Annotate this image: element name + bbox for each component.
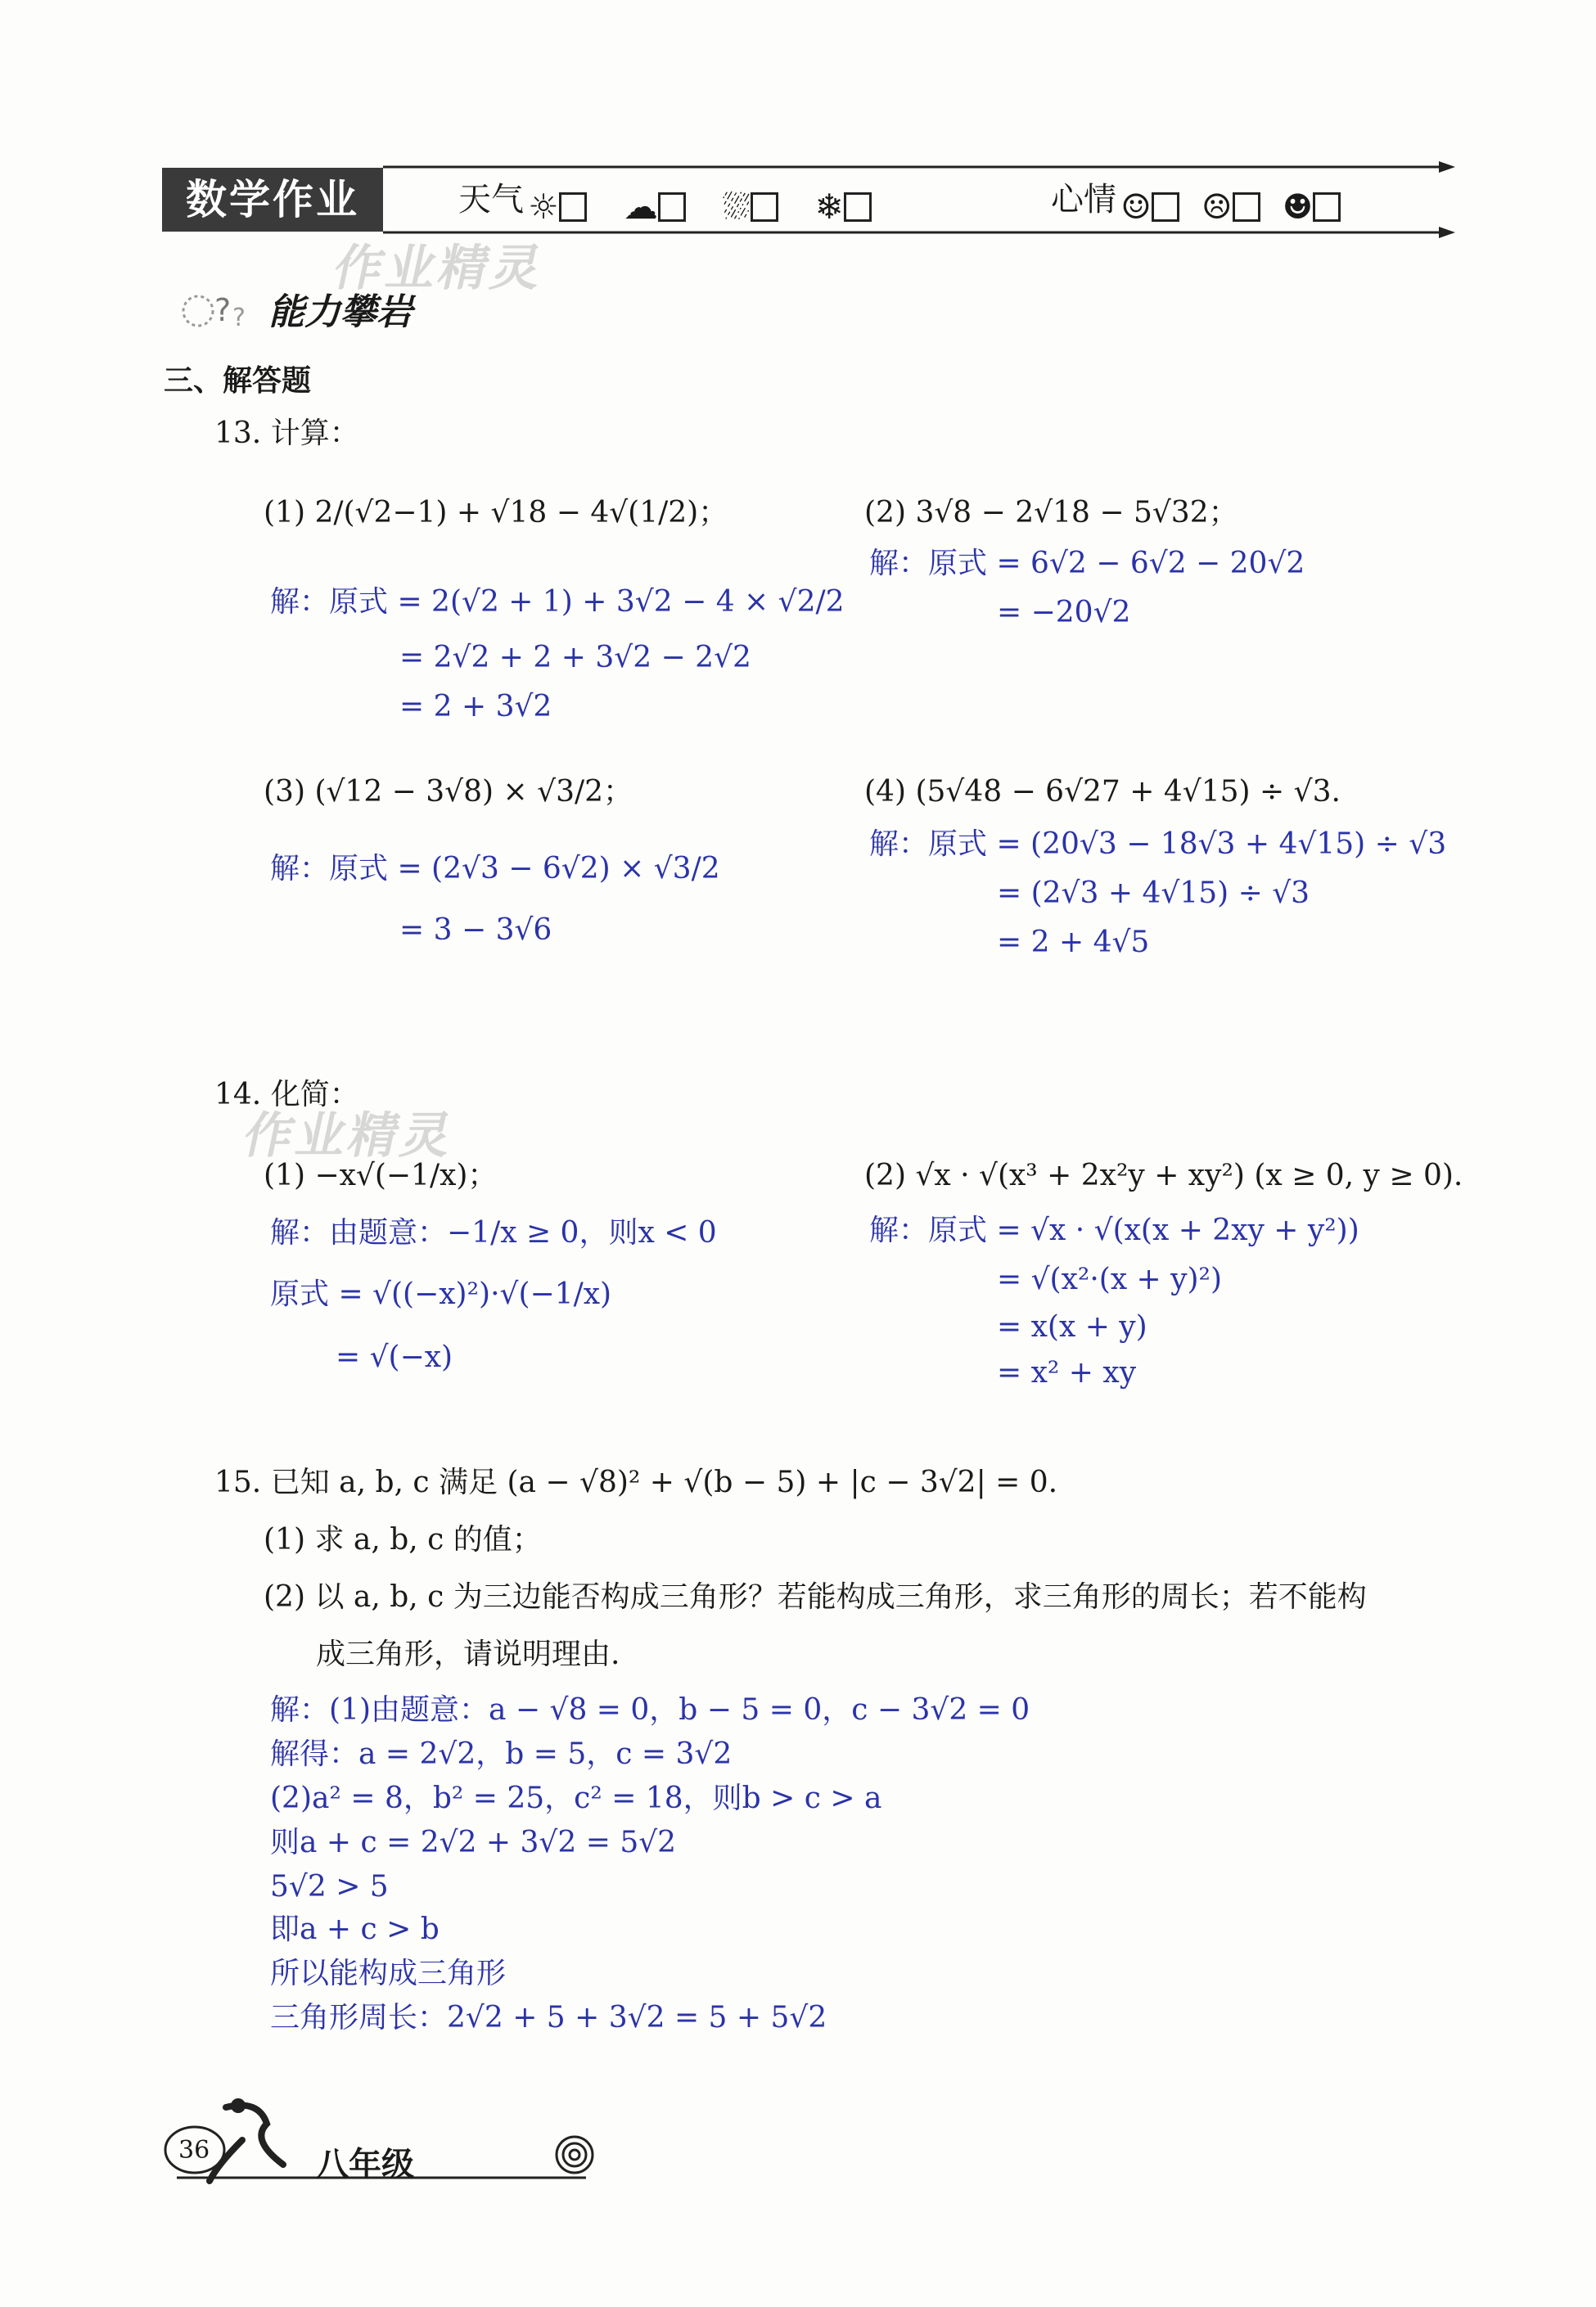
q14-p2-solution-line4: = x² + xy bbox=[997, 1356, 1137, 1390]
q15-solution-line1: 解：(1)由题意：a − √8 = 0，b − 5 = 0，c − 3√2 = 0 bbox=[270, 1693, 1030, 1727]
weather-label: 天气 bbox=[458, 181, 524, 219]
q15-solution-line5: 5√2 > 5 bbox=[270, 1870, 389, 1904]
homework-banner: 数学作业 bbox=[162, 168, 383, 232]
cloud-icon: ☁ bbox=[623, 187, 658, 227]
sun-icon: ☼ bbox=[528, 187, 559, 227]
happy-face-icon: ☺ bbox=[1120, 187, 1152, 227]
q15-solution-line3: (2)a² = 8，b² = 25，c² = 18，则b > c > a bbox=[270, 1782, 882, 1815]
question-cloud-icon bbox=[174, 278, 264, 336]
q14-p1-solution-line1: 解：由题意：−1/x ≥ 0，则x < 0 bbox=[270, 1216, 717, 1250]
q14-p2-solution-line3: = x(x + y) bbox=[997, 1310, 1147, 1344]
q13-p2-solution-line1: 解：原式 = 6√2 − 6√2 − 20√2 bbox=[869, 547, 1305, 580]
q13-p3-solution-line2: = 3 − 3√6 bbox=[399, 913, 552, 947]
q13-p1-solution-line1: 解：原式 = 2(√2 + 1) + 3√2 − 4 × √2/2 bbox=[270, 585, 845, 619]
part-heading: 三、解答题 bbox=[164, 364, 312, 398]
sun-checkbox[interactable] bbox=[559, 192, 587, 222]
q13-p2-solution-line2: = −20√2 bbox=[997, 596, 1131, 629]
section-header bbox=[174, 278, 264, 339]
q15-label: 15. 已知 a, b, c 满足 (a − √8)² + √(b − 5) + |c − 3√2| = 0. bbox=[214, 1466, 1058, 1499]
q15-sub1: (1) 求 a, b, c 的值； bbox=[264, 1523, 542, 1557]
q13-p3-question: (3) (√12 − 3√8) × √3/2； bbox=[264, 775, 633, 809]
happy-checkbox[interactable] bbox=[1152, 192, 1179, 222]
watermark-top: 作业精灵 bbox=[328, 240, 551, 297]
sad-checkbox[interactable] bbox=[1313, 192, 1341, 222]
q13-p1-question: (1) 2/(√2−1) + √18 − 4√(1/2)； bbox=[264, 496, 728, 529]
q13-p4-solution-line1: 解：原式 = (20√3 − 18√3 + 4√15) ÷ √3 bbox=[869, 827, 1447, 861]
q15-sub2-line2: 成三角形，请说明理由. bbox=[316, 1638, 620, 1671]
rain-checkbox[interactable] bbox=[751, 192, 778, 222]
q13-p1-solution-line2: = 2√2 + 2 + 3√2 − 2√2 bbox=[399, 641, 751, 674]
q14-p1-solution-line3: = √(−x) bbox=[336, 1340, 453, 1374]
q13-label: 13. 计算： bbox=[214, 417, 359, 450]
q14-p2-solution-line2: = √(x²·(x + y)²) bbox=[997, 1263, 1223, 1296]
mood-row bbox=[1051, 173, 1341, 227]
q13-p4-question: (4) (5√48 − 6√27 + 4√15) ÷ √3. bbox=[864, 775, 1341, 809]
q15-sub2-line1: (2) 以 a, b, c 为三边能否构成三角形？若能构成三角形，求三角形的周长；若不能构 bbox=[264, 1580, 1367, 1614]
snow-checkbox[interactable] bbox=[844, 192, 872, 222]
svg-text:?: ? bbox=[232, 304, 246, 332]
spiral-icon bbox=[557, 2137, 593, 2173]
q13-p4-solution-line2: = (2√3 + 4√15) ÷ √3 bbox=[997, 876, 1310, 910]
footer bbox=[160, 2091, 619, 2189]
q14-p2-solution-line1: 解：原式 = √x · √(x(x + 2xy + y²)) bbox=[869, 1214, 1359, 1247]
neutral-checkbox[interactable] bbox=[1233, 192, 1260, 222]
grade-label: 八年级 bbox=[316, 2146, 414, 2183]
q14-p1-solution-line2: 原式 = √((−x)²)·√(−1/x) bbox=[270, 1277, 612, 1311]
watermark-mid: 作业精灵 bbox=[238, 1107, 461, 1165]
weather-row bbox=[458, 173, 872, 227]
q15-solution-line7: 所以能构成三角形 bbox=[270, 1957, 507, 1990]
q15-solution-line4: 则a + c = 2√2 + 3√2 = 5√2 bbox=[270, 1826, 677, 1859]
q15-solution-line6: 即a + c > b bbox=[270, 1913, 440, 1946]
page-number: 36 bbox=[178, 2136, 210, 2165]
q15-solution-line8: 三角形周长：2√2 + 5 + 3√2 = 5 + 5√2 bbox=[270, 2001, 827, 2034]
cloud-checkbox[interactable] bbox=[658, 192, 686, 222]
q14-p1-question: (1) −x√(−1/x)； bbox=[264, 1159, 498, 1192]
q13-p1-solution-line3: = 2 + 3√2 bbox=[399, 690, 552, 723]
q13-p4-solution-line3: = 2 + 4√5 bbox=[997, 926, 1150, 959]
q14-p2-question: (2) √x · √(x³ + 2x²y + xy²) (x ≥ 0, y ≥ 0). bbox=[864, 1159, 1463, 1192]
q15-solution-line2: 解得：a = 2√2，b = 5，c = 3√2 bbox=[270, 1737, 733, 1771]
q13-p3-solution-line1: 解：原式 = (2√3 − 6√2) × √3/2 bbox=[270, 852, 720, 885]
q14-label: 14. 化简： bbox=[214, 1078, 359, 1111]
q13-p2-question: (2) 3√8 − 2√18 − 5√32； bbox=[864, 496, 1238, 529]
neutral-face-icon: ☹ bbox=[1201, 187, 1233, 227]
svg-text:?: ? bbox=[214, 292, 232, 328]
section-title: 能力攀岩 bbox=[268, 291, 413, 333]
mood-label: 心情 bbox=[1051, 181, 1116, 219]
snow-icon: ❄ bbox=[814, 187, 844, 227]
rain-icon: ⛆ bbox=[722, 186, 751, 227]
sad-face-icon: ☻ bbox=[1282, 187, 1314, 227]
